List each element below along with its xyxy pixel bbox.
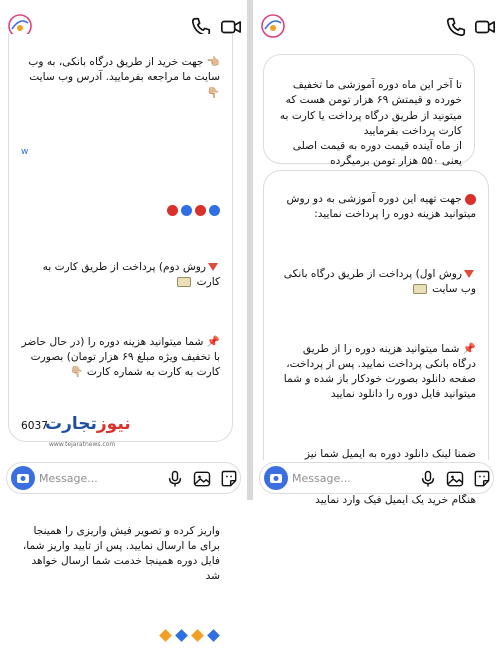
camera-button[interactable] — [11, 466, 35, 490]
camera-button[interactable] — [264, 466, 288, 490]
message-bubble — [8, 34, 233, 583]
message-composer — [259, 462, 494, 494]
chat-panel-left — [0, 0, 247, 583]
red-circle-icon — [167, 205, 178, 216]
orange-diamond-icon — [191, 629, 204, 642]
blue-circle-icon — [181, 205, 192, 216]
chat-header — [253, 0, 500, 50]
msg2-intro: جهت تهیه این دوره آموزشی به دو روش میتوانید هزینه دوره را پرداخت نمایید: — [286, 193, 476, 221]
receipt-text: واریز کرده و تصویر فیش واریزی را همینجا برای ما ارسال نمایید. پس از تایید واریز شما، فایل دوره همینجا خدمت شما ارسال خواهد شد — [22, 524, 220, 583]
red-circle-icon — [465, 194, 476, 205]
red-dots-row — [21, 205, 220, 216]
message-input[interactable] — [292, 468, 412, 488]
pointing-down-icon: 👇🏼 — [206, 86, 220, 99]
phone-icon[interactable] — [445, 16, 467, 38]
pushpin-icon: 📌 — [462, 342, 476, 355]
message-bubble — [263, 54, 475, 168]
watermark-logo: نیوزتجارت — [45, 414, 131, 435]
website-link[interactable]: w — [21, 147, 29, 158]
red-triangle-icon — [208, 263, 218, 271]
method1-body: شما میتوانید هزینه دوره را از طریق درگاه بانکی پرداخت نمایید. پس از پرداخت، صفحه دانلود بصورت خودکار باز شده و شما میتوانید فایل دوره را دانلود نمایید — [283, 342, 476, 401]
watermark-url: www.tejaratnews.com — [49, 441, 116, 449]
sticker-icon[interactable] — [219, 469, 239, 489]
blue-diamond-icon — [207, 629, 220, 642]
pointing-down-icon: 👇🏼 — [70, 366, 84, 379]
microphone-icon[interactable] — [418, 469, 438, 489]
method2-body: شما میتوانید هزینه دوره را (در حال حاضر با تخفیف ویژه مبلغ ۶۹ هزار تومان) بصورت کارت به کارت به شماره کارت — [21, 336, 220, 379]
card-number: 6037 — [21, 420, 48, 433]
chat-panel-right — [253, 0, 500, 506]
method1-title: روش اول) پرداخت از طریق درگاه بانکی وب سایت — [283, 268, 476, 296]
camera-icon — [11, 466, 35, 490]
orange-diamond-icon — [159, 629, 172, 642]
video-call-icon[interactable] — [474, 16, 496, 38]
message-composer — [6, 462, 241, 494]
message-text: تا آخر این ماه دوره آموزشی ما تخفیف خورده و قیمتش ۶۹ هزار تومن هست که میتونید از طریق درگاه پرداخت یا کارت به کارت پرداخت بفرمایید از ماه آینده قیمت دوره به قیمت اصلی یعنی ۵۵۰ هزار تومن برمیگرده — [279, 79, 462, 168]
camera-icon — [264, 466, 288, 490]
gallery-icon[interactable] — [445, 469, 465, 489]
blue-circle-icon — [209, 205, 220, 216]
message-bubble — [263, 170, 489, 506]
gallery-icon[interactable] — [192, 469, 212, 489]
pushpin-icon: 📌 — [206, 336, 220, 349]
watermark — [21, 414, 220, 449]
microphone-icon[interactable] — [165, 469, 185, 489]
blue-diamond-icon — [175, 629, 188, 642]
credit-card-icon — [413, 284, 427, 294]
message-input[interactable] — [39, 468, 159, 488]
credit-card-icon — [177, 277, 191, 287]
red-triangle-icon — [464, 270, 474, 278]
message-text: جهت خرید از طریق درگاه بانکی، به وب سایت ما مراجعه بفرمایید. آدرس وب سایت — [28, 56, 220, 84]
email-note: ضمنا لینک دانلود دوره به ایمیل شما نیز هنگام خرید یک ایمیل فیک وارد نمایید — [304, 448, 476, 506]
method2-title: روش دوم) پرداخت از طریق کارت به کارت — [42, 261, 220, 289]
red-circle-icon — [195, 205, 206, 216]
diamonds-row — [21, 629, 220, 642]
pointing-hand-icon: 👈🏼 — [206, 56, 220, 69]
brand-logo — [261, 14, 285, 38]
sticker-icon[interactable] — [472, 469, 492, 489]
